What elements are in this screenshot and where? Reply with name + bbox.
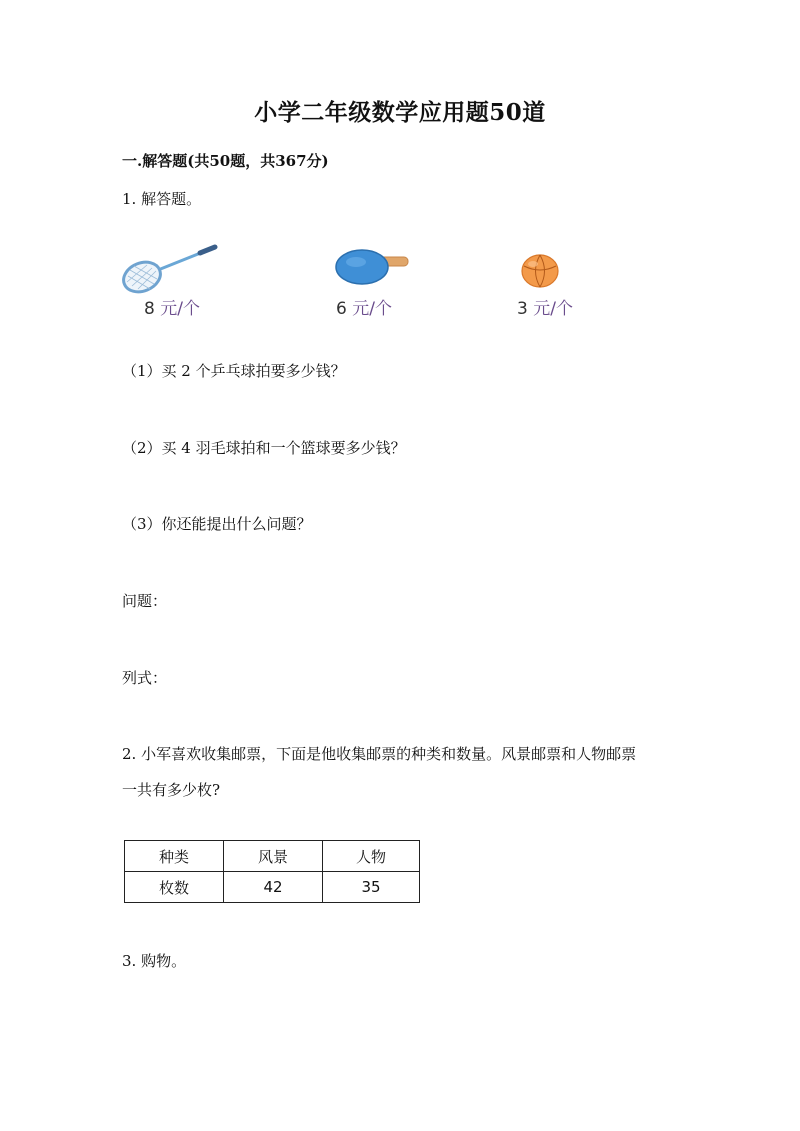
page-title: 小学二年级数学应用题50道 <box>254 99 546 126</box>
q2-line1: 2. 小军喜欢收集邮票，下面是他收集邮票的种类和数量。风景邮票和人物邮票 <box>122 745 637 763</box>
item-badminton <box>118 240 228 320</box>
table-header-cell: 种类 <box>125 841 224 872</box>
q3-heading: 3. 购物。 <box>122 952 187 970</box>
formula-label: 列式： <box>122 669 168 687</box>
price-ping-pong-value: 6 <box>336 299 347 319</box>
price-ping-pong-unit: 元/个 <box>352 299 392 319</box>
basketball-icon <box>519 252 561 290</box>
stamps-table <box>124 840 420 903</box>
q2-line2: 一共有多少枚? <box>122 781 221 799</box>
item-ping-pong-paddle <box>330 246 430 320</box>
table-cell: 枚数 <box>125 872 224 903</box>
table-cell: 42 <box>224 872 323 903</box>
q1-heading: 1. 解答题。 <box>122 190 202 208</box>
q1-sub2: （2）买 4 羽毛球拍和一个篮球要多少钱？ <box>122 439 406 457</box>
price-badminton-unit: 元/个 <box>160 299 200 319</box>
badminton-racket-icon <box>118 240 228 302</box>
section-header: 一.解答题(共50题，共367分) <box>122 152 329 170</box>
table-row <box>125 872 420 903</box>
q1-sub1: （1）买 2 个乒乓球拍要多少钱？ <box>122 362 346 380</box>
price-basketball-value: 3 <box>517 299 528 319</box>
table-header-cell: 人物 <box>323 841 420 872</box>
price-badminton-value: 8 <box>144 299 155 319</box>
table-header-cell: 风景 <box>224 841 323 872</box>
question-label: 问题： <box>122 592 168 610</box>
ping-pong-paddle-icon <box>330 246 420 292</box>
price-ping-pong <box>336 294 392 319</box>
price-basketball <box>517 294 573 319</box>
table-header-row <box>125 841 420 872</box>
price-badminton <box>144 294 200 319</box>
table-cell: 35 <box>323 872 420 903</box>
price-basketball-unit: 元/个 <box>533 299 573 319</box>
q1-sub3: （3）你还能提出什么问题？ <box>122 515 312 533</box>
item-basketball <box>515 252 605 320</box>
